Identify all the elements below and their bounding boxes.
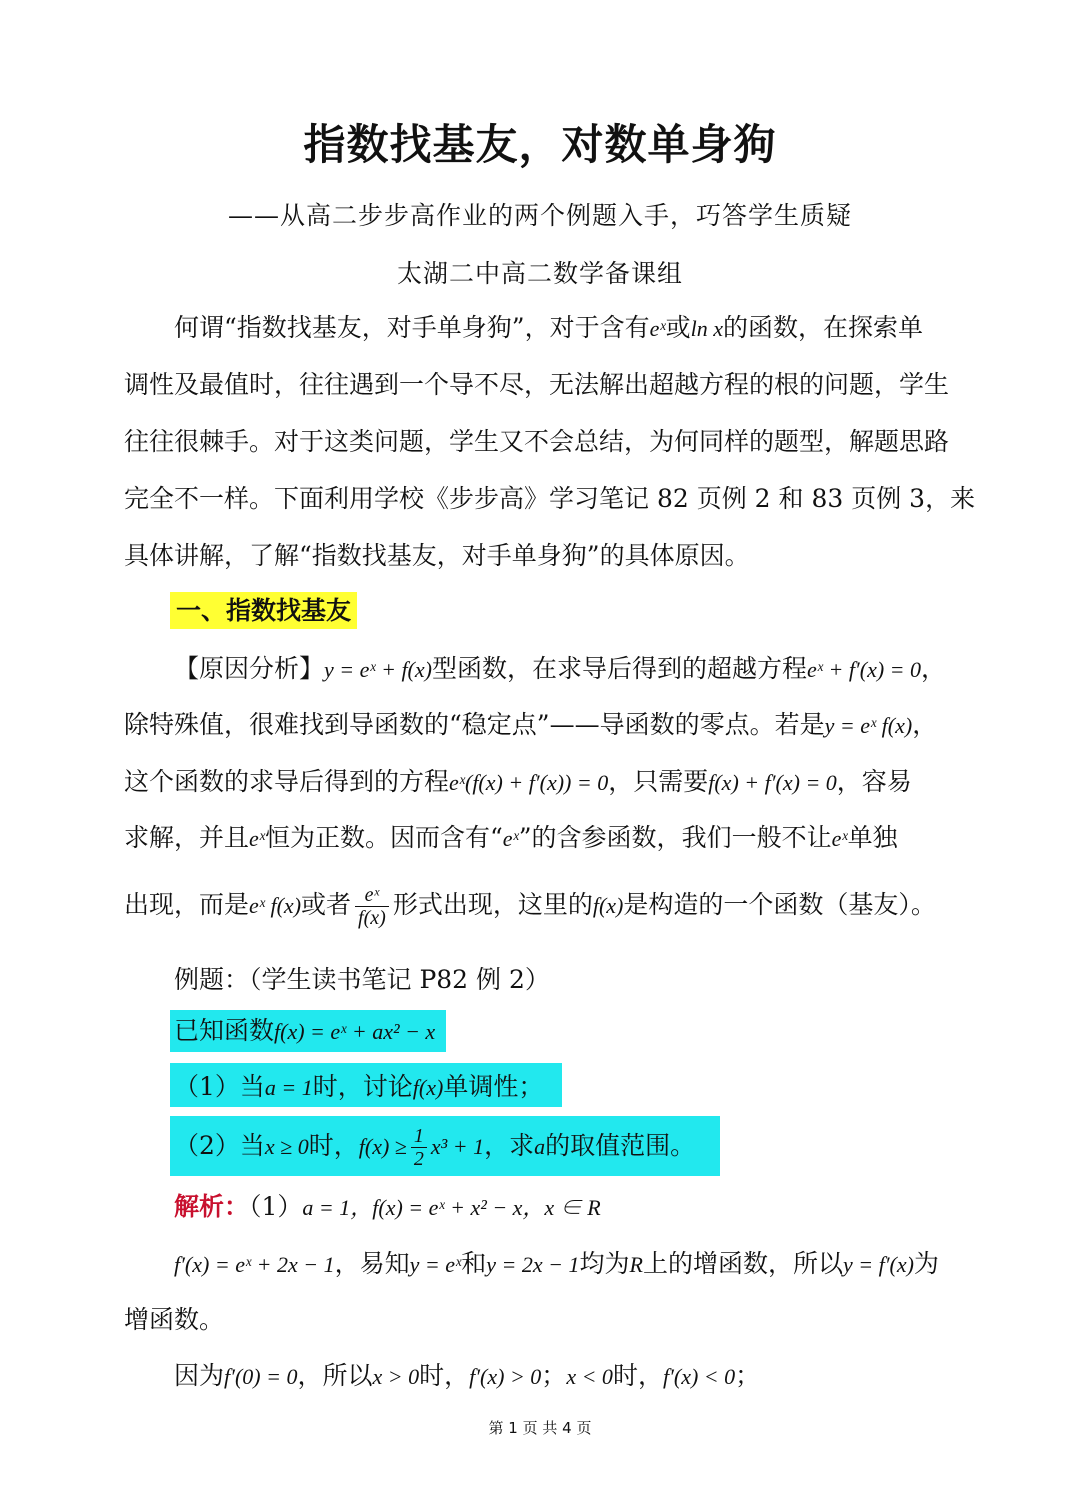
- example-question-1: （1）当a = 1时，讨论f(x)单调性；: [174, 1072, 544, 1101]
- intro-line-5: 具体讲解，了解“指数找基友，对手单身狗”的具体原因。: [124, 541, 750, 570]
- page-title: 指数找基友，对数单身狗: [303, 120, 777, 169]
- analysis-line-3: 这个函数的求导后得到的方程eˣ(f(x) + f′(x)) = 0，只需要f(x) + f′(x) = 0，容易: [124, 767, 912, 796]
- solution-line-1: 解析：（1）a = 1，f(x) = eˣ + x² − x，x ∈ R: [174, 1192, 601, 1221]
- intro-line-1: 何谓“指数找基友，对手单身狗”，对于含有eˣ或ln x的函数，在探索单: [174, 313, 923, 342]
- fraction-one-half: $\frac{1}{2}$: [411, 1125, 427, 1170]
- math-exp: eˣ: [649, 316, 666, 341]
- math-ln: ln x: [690, 316, 723, 341]
- page-footer: 第 1 页 共 4 页: [488, 1419, 592, 1437]
- intro-line-2: 调性及最值时，往往遇到一个导不尽，无法解出超越方程的根的问题，学生: [124, 370, 950, 399]
- fraction-exp-over-f: $\frac{\text{eˣ}}{f(x)}$: [355, 884, 389, 929]
- intro-line-3: 往往很棘手。对于这类问题，学生又不会总结，为何同样的题型，解题思路: [124, 427, 950, 456]
- intro-line-4: 完全不一样。下面利用学校《步步高》学习笔记 82 页例 2 和 83 页例 3，来: [124, 484, 976, 513]
- example-question-2: （2）当x ≥ 0时，f(x) ≥ $\frac{1}{2}$ x³ + 1，求a的取值范围。: [174, 1125, 696, 1170]
- solution-label: 解析：: [174, 1192, 250, 1221]
- analysis-line-2: 除特殊值，很难找到导函数的“稳定点”——导函数的零点。若是y = eˣ f(x)，: [124, 710, 938, 739]
- example-label: 例题：（学生读书笔记 P82 例 2）: [174, 965, 550, 994]
- author-organization: 太湖二中高二数学备课组: [396, 259, 683, 288]
- section-heading-text: 一、指数找基友: [170, 592, 357, 629]
- page-subtitle: ——从高二步步高作业的两个例题入手，巧答学生质疑: [227, 201, 852, 230]
- example-given: 已知函数f(x) = eˣ + ax² − x: [174, 1016, 436, 1045]
- section-heading: [170, 594, 1010, 628]
- analysis-line-5: 出现，而是eˣ f(x)或者 $\frac{\text{eˣ}}{f(x)}$ 形式出现，这里的f(x)是构造的一个函数（基友）。: [124, 884, 936, 929]
- solution-line-2: f′(x) = eˣ + 2x − 1，易知y = eˣ和y = 2x − 1均为R上的增函数，所以y = f′(x)为: [174, 1249, 939, 1278]
- solution-line-3: 增函数。: [124, 1305, 225, 1334]
- solution-line-4: 因为f′(0) = 0，所以x > 0时，f′(x) > 0；x < 0时，f′(x) < 0；: [174, 1361, 761, 1390]
- analysis-line-4: 求解，并且eˣ恒为正数。因而含有“eˣ”的含参函数，我们一般不让eˣ单独: [124, 823, 898, 852]
- analysis-line-1: 【原因分析】y = eˣ + f(x)型函数，在求导后得到的超越方程eˣ + f′(x) = 0，: [174, 654, 947, 683]
